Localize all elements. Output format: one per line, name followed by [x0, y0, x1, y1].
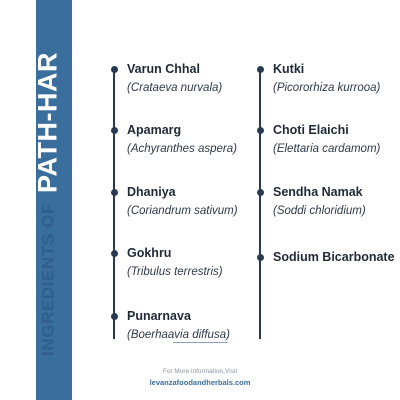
- left-timeline-dot: [111, 313, 118, 320]
- ingredient-name: Apamarg: [127, 123, 182, 137]
- ingredient-scientific-name: (Achyranthes aspera): [127, 143, 237, 155]
- footer-note: For More information,Visit: [162, 368, 238, 375]
- ingredient-name: Sendha Namak: [273, 185, 363, 199]
- ingredient-scientific-name: (Boerhaavia diffusa): [127, 329, 230, 341]
- ingredient-scientific-name: (Tribulus terrestris): [127, 266, 223, 278]
- ingredient-item: [273, 60, 380, 98]
- ingredient-item: [273, 121, 380, 159]
- ingredient-name: Dhaniya: [127, 185, 176, 199]
- ingredient-item: [127, 244, 223, 282]
- ingredient-item: [127, 121, 237, 159]
- right-timeline-dot: [257, 189, 264, 196]
- ingredient-item: [127, 183, 238, 221]
- ingredient-item: [273, 183, 366, 221]
- ingredient-item: [273, 248, 395, 267]
- ingredient-name: Choti Elaichi: [273, 123, 349, 137]
- left-timeline-dot: [111, 250, 118, 257]
- ingredient-name: Punarnava: [127, 309, 191, 323]
- title-prefix: INGREDIENTS OF: [38, 203, 57, 356]
- ingredient-scientific-name: (Picororhiza kurrooa): [273, 82, 381, 94]
- vertical-title: [0, 0, 96, 400]
- right-timeline-dot: [257, 127, 264, 134]
- ingredient-item: [127, 60, 222, 98]
- ingredient-name: Varun Chhal: [127, 62, 200, 76]
- ingredient-scientific-name: (Elettaria cardamom): [273, 143, 381, 155]
- footer-divider: [173, 342, 228, 343]
- left-timeline-dot: [111, 189, 118, 196]
- ingredient-scientific-name: (Soddi chloridium): [273, 205, 366, 217]
- left-timeline-line: [113, 68, 115, 339]
- title-main: PATH-HAR: [32, 52, 63, 194]
- left-timeline-dot: [111, 66, 118, 73]
- ingredient-scientific-name: (Coriandrum sativum): [127, 205, 238, 217]
- right-timeline-dot: [257, 66, 264, 73]
- ingredient-name: Kutki: [273, 62, 305, 76]
- right-timeline-dot: [257, 254, 264, 261]
- right-timeline-line: [259, 68, 261, 339]
- ingredient-scientific-name: (Crataeva nurvala): [127, 82, 223, 94]
- ingredient-name: Sodium Bicarbonate: [273, 250, 395, 264]
- ingredient-name: Gokhru: [127, 246, 172, 260]
- left-timeline-dot: [111, 127, 118, 134]
- ingredient-item: [127, 307, 230, 345]
- footer-website-link[interactable]: levanzafoodandherbals.com: [149, 378, 251, 387]
